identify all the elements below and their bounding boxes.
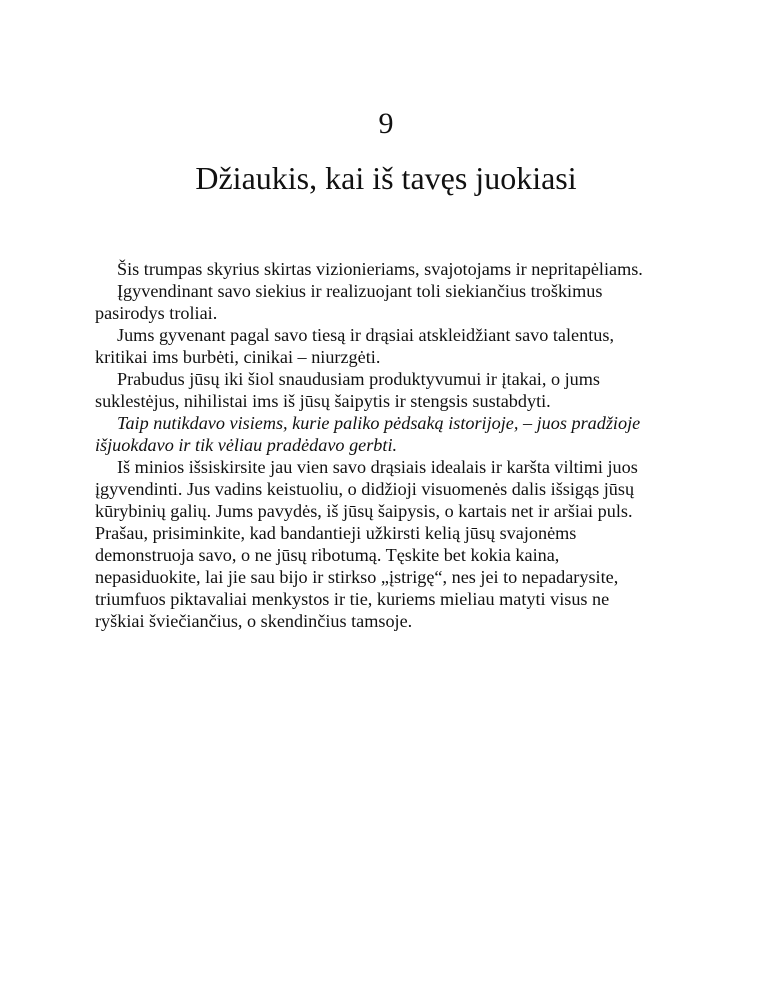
text-line-15: nepasiduokite, lai jie sau bijo ir stirkso „įstrigę“, nes jei to nepadarysite, [95, 567, 619, 587]
text-line-4: Jums gyvenant pagal savo tiesą ir drąsiai atskleidžiant savo talentus, [117, 325, 614, 345]
text-line-1: Šis trumpas skyrius skirtas vizionieriams, svajotojams ir nepritapėliams. [117, 259, 643, 279]
text-line-7: suklestėjus, nihilistai ims iš jūsų šaipytis ir stengsis sustabdyti. [95, 391, 551, 411]
text-line-5: kritikai ims burbėti, cinikai – niurzgėti. [95, 347, 381, 367]
chapter-number: 9 [378, 107, 394, 140]
text-line-14: demonstruoja savo, o ne jūsų ribotumą. Tęskite bet kokia kaina, [95, 545, 560, 565]
chapter-body [95, 258, 695, 632]
text-line-6: Prabudus jūsų iki šiol snaudusiam produktyvumui ir įtakai, o jums [117, 369, 600, 389]
text-line-13: Prašau, prisiminkite, kad bandantieji užkirsti kelią jūsų svajonėms [95, 523, 577, 543]
chapter-title: Džiaukis, kai iš tavęs juokiasi [195, 160, 577, 196]
text-line-9: išjuokdavo ir tik vėliau pradėdavo gerbti. [95, 435, 398, 455]
text-line-12: kūrybinių galių. Jums pavydės, iš jūsų šaipysis, o kartais net ir aršiai puls. [95, 501, 633, 521]
text-line-11: įgyvendinti. Jus vadins keistuoliu, o didžioji visuomenės dalis išsigąs jūsų [95, 479, 635, 499]
text-line-2: Įgyvendinant savo siekius ir realizuojant toli siekiančius troškimus [117, 281, 603, 301]
text-line-16: triumfuos piktavaliai menkystos ir tie, kuriems mieliau matyti visus ne [95, 589, 610, 609]
text-line-17: ryškiai šviečiančius, o skendinčius tamsoje. [95, 611, 413, 631]
text-line-10: Iš minios išsiskirsite jau vien savo drąsiais idealais ir karšta viltimi juos [117, 457, 638, 477]
text-line-3: pasirodys troliai. [95, 303, 218, 323]
text-line-8: Taip nutikdavo visiems, kurie paliko pėdsaką istorijoje, – juos pradžioje [117, 413, 641, 433]
